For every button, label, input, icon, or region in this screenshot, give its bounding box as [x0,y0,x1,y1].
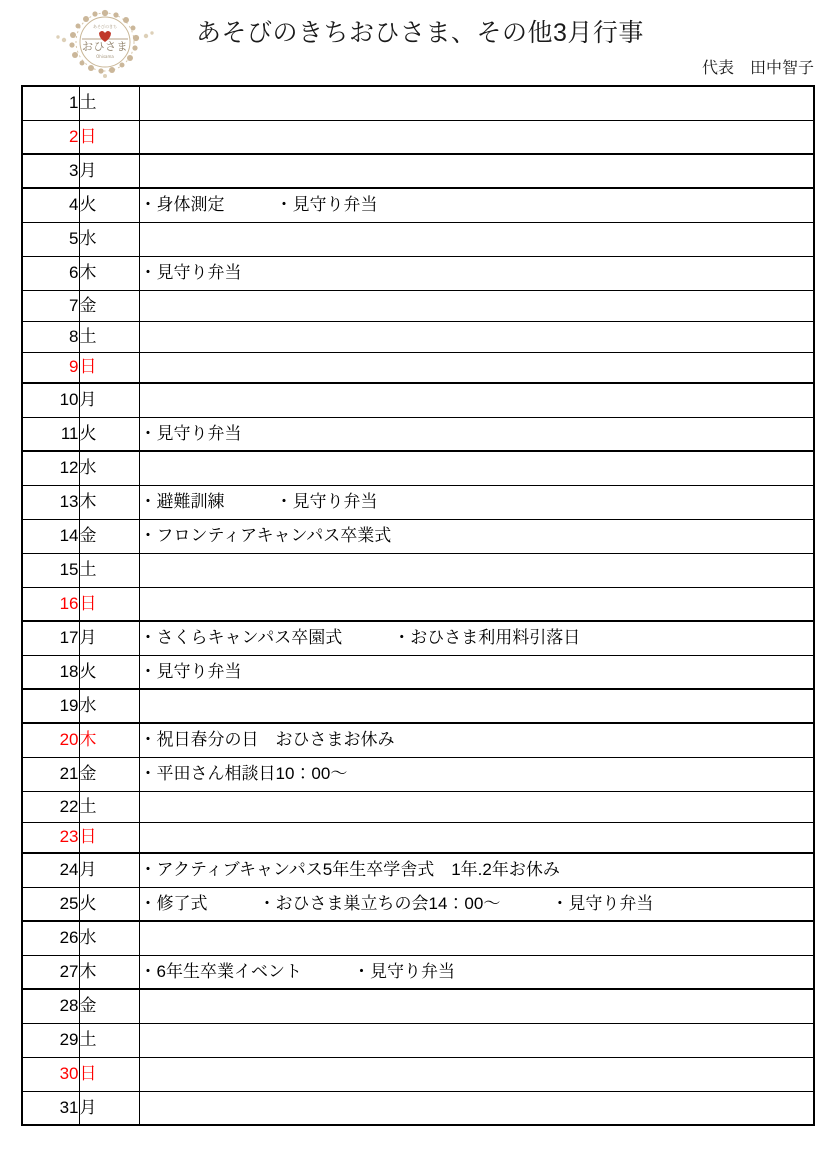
day-number-cell: 26 [22,921,79,955]
ohisama-wreath-logo [52,6,158,78]
day-number-cell: 25 [22,887,79,921]
table-row [22,757,814,791]
table-row [22,989,814,1023]
weekday-cell: 水 [79,451,139,485]
day-number-cell: 30 [22,1057,79,1091]
table-row [22,417,814,451]
weekday-cell: 土 [79,553,139,587]
event-cell: ・フロンティアキャンパス卒業式 [139,519,814,553]
weekday-cell: 日 [79,352,139,383]
table-row [22,587,814,621]
day-number-cell: 11 [22,417,79,451]
day-number-cell: 10 [22,383,79,417]
table-row [22,321,814,352]
table-row [22,921,814,955]
weekday-cell: 土 [79,1023,139,1057]
weekday-cell: 日 [79,822,139,853]
event-cell [139,154,814,188]
day-number-cell: 24 [22,853,79,887]
weekday-cell: 木 [79,723,139,757]
table-row [22,519,814,553]
event-cell [139,451,814,485]
table-row [22,120,814,154]
march-schedule-table [21,85,815,1126]
day-number-cell: 23 [22,822,79,853]
table-row [22,290,814,321]
table-row [22,689,814,723]
svg-text:Ohisama: Ohisama [96,54,114,59]
day-number-cell: 29 [22,1023,79,1057]
table-row [22,553,814,587]
weekday-cell: 金 [79,757,139,791]
weekday-cell: 土 [79,86,139,120]
table-row [22,1023,814,1057]
day-number-cell: 5 [22,222,79,256]
weekday-cell: 水 [79,222,139,256]
weekday-cell: 月 [79,1091,139,1125]
day-number-cell: 31 [22,1091,79,1125]
representative-name: 代表 田中智子 [701,60,814,77]
weekday-cell: 月 [79,853,139,887]
day-number-cell: 4 [22,188,79,222]
event-cell [139,1057,814,1091]
svg-text:おひさま: おひさま [82,40,128,53]
event-cell [139,822,814,853]
weekday-cell: 月 [79,383,139,417]
table-row [22,853,814,887]
day-number-cell: 19 [22,689,79,723]
day-number-cell: 21 [22,757,79,791]
day-number-cell: 9 [22,352,79,383]
event-cell: ・平田さん相談日10：00〜 [139,757,814,791]
event-cell: ・祝日春分の日 おひさまお休み [139,723,814,757]
weekday-cell: 火 [79,188,139,222]
event-cell: ・修了式 ・おひさま巣立ちの会14：00〜 ・見守り弁当 [139,887,814,921]
schedule-table-body [22,86,814,1125]
table-row [22,256,814,290]
weekday-cell: 火 [79,887,139,921]
day-number-cell: 12 [22,451,79,485]
day-number-cell: 15 [22,553,79,587]
weekday-cell: 日 [79,1057,139,1091]
day-number-cell: 28 [22,989,79,1023]
table-row [22,383,814,417]
table-row [22,485,814,519]
weekday-cell: 木 [79,256,139,290]
table-row [22,723,814,757]
weekday-cell: 金 [79,989,139,1023]
event-cell [139,86,814,120]
svg-text:あそびのきち: あそびのきち [93,24,117,29]
weekday-cell: 金 [79,290,139,321]
event-cell [139,791,814,822]
table-row [22,655,814,689]
table-row [22,791,814,822]
day-number-cell: 1 [22,86,79,120]
table-row [22,887,814,921]
event-cell [139,689,814,723]
table-row [22,822,814,853]
table-row [22,352,814,383]
event-cell: ・見守り弁当 [139,417,814,451]
page-title: あそびのきちおひさま、その他3月行事 [196,19,644,47]
weekday-cell: 木 [79,485,139,519]
table-row [22,451,814,485]
day-number-cell: 13 [22,485,79,519]
table-row [22,86,814,120]
weekday-cell: 月 [79,621,139,655]
day-number-cell: 22 [22,791,79,822]
event-cell [139,352,814,383]
event-cell: ・見守り弁当 [139,256,814,290]
event-cell: ・見守り弁当 [139,655,814,689]
weekday-cell: 金 [79,519,139,553]
document-header [0,0,830,84]
event-cell [139,1091,814,1125]
day-number-cell: 2 [22,120,79,154]
table-row [22,1057,814,1091]
event-cell [139,321,814,352]
event-cell [139,1023,814,1057]
table-row [22,222,814,256]
event-cell [139,290,814,321]
event-cell [139,587,814,621]
day-number-cell: 17 [22,621,79,655]
event-cell: ・避難訓練 ・見守り弁当 [139,485,814,519]
weekday-cell: 水 [79,921,139,955]
event-cell: ・身体測定 ・見守り弁当 [139,188,814,222]
event-cell [139,921,814,955]
day-number-cell: 8 [22,321,79,352]
event-cell [139,989,814,1023]
weekday-cell: 日 [79,120,139,154]
event-cell: ・アクティブキャンパス5年生卒学舎式 1年.2年お休み [139,853,814,887]
event-cell: ・6年生卒業イベント ・見守り弁当 [139,955,814,989]
day-number-cell: 20 [22,723,79,757]
table-row [22,955,814,989]
table-row [22,621,814,655]
event-cell [139,553,814,587]
weekday-cell: 火 [79,655,139,689]
day-number-cell: 16 [22,587,79,621]
day-number-cell: 6 [22,256,79,290]
weekday-cell: 月 [79,154,139,188]
weekday-cell: 木 [79,955,139,989]
table-row [22,188,814,222]
weekday-cell: 日 [79,587,139,621]
event-cell [139,222,814,256]
weekday-cell: 火 [79,417,139,451]
day-number-cell: 3 [22,154,79,188]
weekday-cell: 土 [79,791,139,822]
day-number-cell: 27 [22,955,79,989]
schedule-table-container [21,85,815,1126]
day-number-cell: 14 [22,519,79,553]
table-row [22,154,814,188]
event-cell [139,383,814,417]
event-cell [139,120,814,154]
weekday-cell: 水 [79,689,139,723]
table-row [22,1091,814,1125]
day-number-cell: 7 [22,290,79,321]
weekday-cell: 土 [79,321,139,352]
day-number-cell: 18 [22,655,79,689]
event-cell: ・さくらキャンパス卒園式 ・おひさま利用料引落日 [139,621,814,655]
